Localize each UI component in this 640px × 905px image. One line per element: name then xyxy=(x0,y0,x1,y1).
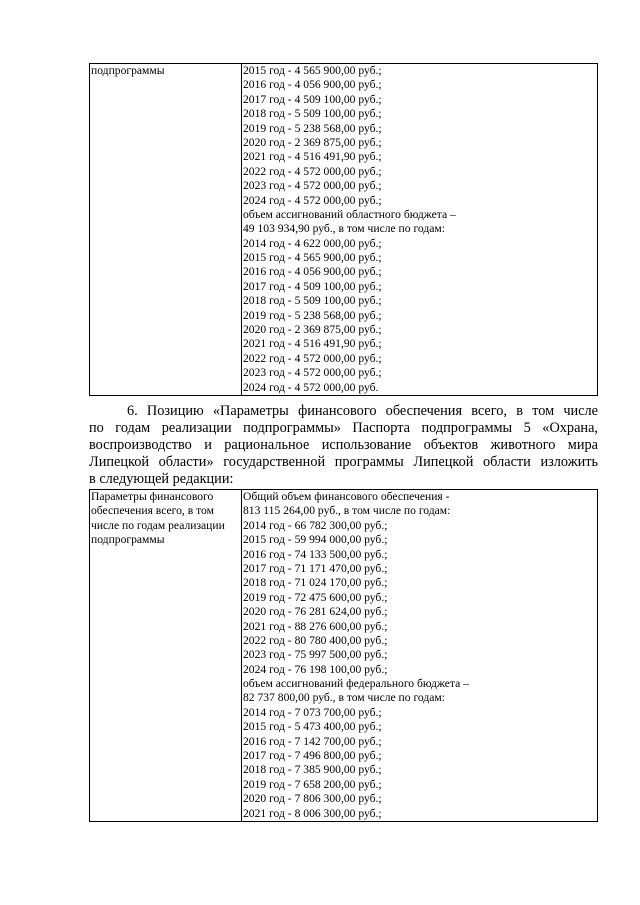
financing-line: 2016 год - 4 056 900,00 руб.; xyxy=(243,78,382,92)
table2-values-cell xyxy=(242,490,598,822)
financing-line: 2018 год - 7 385 900,00 руб.; xyxy=(243,763,382,777)
financing-line: 2024 год - 76 198 100,00 руб.; xyxy=(243,662,388,676)
financing-line: 2017 год - 4 509 100,00 руб.; xyxy=(243,92,382,106)
financing-line: 2015 год - 59 994 000,00 руб.; xyxy=(243,533,388,547)
table1-label xyxy=(91,64,240,78)
financing-table-new xyxy=(89,489,598,822)
table1-values xyxy=(243,64,596,395)
table2-label xyxy=(91,490,240,548)
financing-line: 2018 год - 5 509 100,00 руб.; xyxy=(243,294,382,308)
financing-line: 2021 год - 4 516 491,90 руб.; xyxy=(243,150,382,164)
financing-line: 2022 год - 4 572 000,00 руб.; xyxy=(243,164,382,178)
table1-label-cell xyxy=(90,64,242,396)
amendment-paragraph xyxy=(89,403,598,488)
financing-line: 2023 год - 4 572 000,00 руб.; xyxy=(243,366,382,380)
financing-line: 2019 год - 5 238 568,00 руб.; xyxy=(243,308,382,322)
financing-line: 2017 год - 7 496 800,00 руб.; xyxy=(243,749,382,763)
table-row xyxy=(90,64,598,396)
paragraph-line: по годам реализации подпрограммы» Паспорта подпрограммы 5 «Охрана, xyxy=(89,420,598,436)
financing-line: 2024 год - 4 572 000,00 руб.; xyxy=(243,193,382,207)
financing-line: 2018 год - 5 509 100,00 руб.; xyxy=(243,107,382,121)
financing-line: 2020 год - 7 806 300,00 руб.; xyxy=(243,792,382,806)
financing-line: 2023 год - 4 572 000,00 руб.; xyxy=(243,179,382,193)
financing-line: 2016 год - 7 142 700,00 руб.; xyxy=(243,734,382,748)
financing-line: 2014 год - 66 782 300,00 руб.; xyxy=(243,518,388,532)
financing-line: 2021 год - 4 516 491,90 руб.; xyxy=(243,337,382,351)
paragraph-line: воспроизводство и рациональное использование объектов животного мира xyxy=(89,437,598,453)
financing-line: 2016 год - 74 133 500,00 руб.; xyxy=(243,547,388,561)
financing-line: 2024 год - 4 572 000,00 руб. xyxy=(243,380,379,394)
financing-line: 2019 год - 72 475 600,00 руб.; xyxy=(243,590,388,604)
subprogram-label-line: Параметры финансового xyxy=(91,490,214,503)
financing-line: 2015 год - 5 473 400,00 руб.; xyxy=(243,720,382,734)
financing-line: 2015 год - 4 565 900,00 руб.; xyxy=(243,64,382,77)
table2-values xyxy=(243,490,596,821)
financing-table-continued xyxy=(89,63,598,396)
financing-line: 2014 год - 4 622 000,00 руб.; xyxy=(243,236,382,250)
financing-line: 2014 год - 7 073 700,00 руб.; xyxy=(243,705,382,719)
subprogram-label-line: числе по годам реализации xyxy=(91,518,225,532)
financing-line: 813 115 264,00 руб., в том числе по годам: xyxy=(243,504,451,518)
subprogram-label-line: обеспечения всего, в том xyxy=(91,504,214,518)
paragraph-line: 6. Позицию «Параметры финансового обеспечения всего, в том числе xyxy=(127,403,598,419)
financing-line: Общий объем финансового обеспечения - xyxy=(243,490,450,503)
financing-line: 2017 год - 71 171 470,00 руб.; xyxy=(243,561,388,575)
financing-line: 2021 год - 8 006 300,00 руб.; xyxy=(243,806,382,820)
financing-line: 2023 год - 75 997 500,00 руб.; xyxy=(243,648,388,662)
financing-line: 2015 год - 4 565 900,00 руб.; xyxy=(243,251,382,265)
financing-line: 2021 год - 88 276 600,00 руб.; xyxy=(243,619,388,633)
financing-line: 2016 год - 4 056 900,00 руб.; xyxy=(243,265,382,279)
subprogram-label-line: подпрограммы xyxy=(91,64,165,77)
financing-line: 2019 год - 5 238 568,00 руб.; xyxy=(243,121,382,135)
financing-line: 2018 год - 71 024 170,00 руб.; xyxy=(243,576,388,590)
table2-label-cell xyxy=(90,490,242,822)
financing-line: 49 103 934,90 руб., в том числе по годам: xyxy=(243,222,445,236)
financing-line: 2019 год - 7 658 200,00 руб.; xyxy=(243,777,382,791)
financing-line: 2017 год - 4 509 100,00 руб.; xyxy=(243,279,382,293)
financing-line: 2022 год - 80 780 400,00 руб.; xyxy=(243,633,388,647)
table-row xyxy=(90,490,598,822)
financing-line: 2020 год - 76 281 624,00 руб.; xyxy=(243,605,388,619)
financing-line: 82 737 800,00 руб., в том числе по годам: xyxy=(243,691,445,705)
financing-line: 2020 год - 2 369 875,00 руб.; xyxy=(243,323,382,337)
paragraph-line: Липецкой области» государственной программы Липецкой области изложить xyxy=(89,454,598,470)
financing-line: 2022 год - 4 572 000,00 руб.; xyxy=(243,351,382,365)
financing-line: объем ассигнований областного бюджета – xyxy=(243,207,456,221)
table1-values-cell xyxy=(242,64,598,396)
financing-line: 2020 год - 2 369 875,00 руб.; xyxy=(243,135,382,149)
financing-line: объем ассигнований федерального бюджета – xyxy=(243,677,469,691)
paragraph-line: в следующей редакции: xyxy=(89,471,234,487)
subprogram-label-line: подпрограммы xyxy=(91,533,165,547)
